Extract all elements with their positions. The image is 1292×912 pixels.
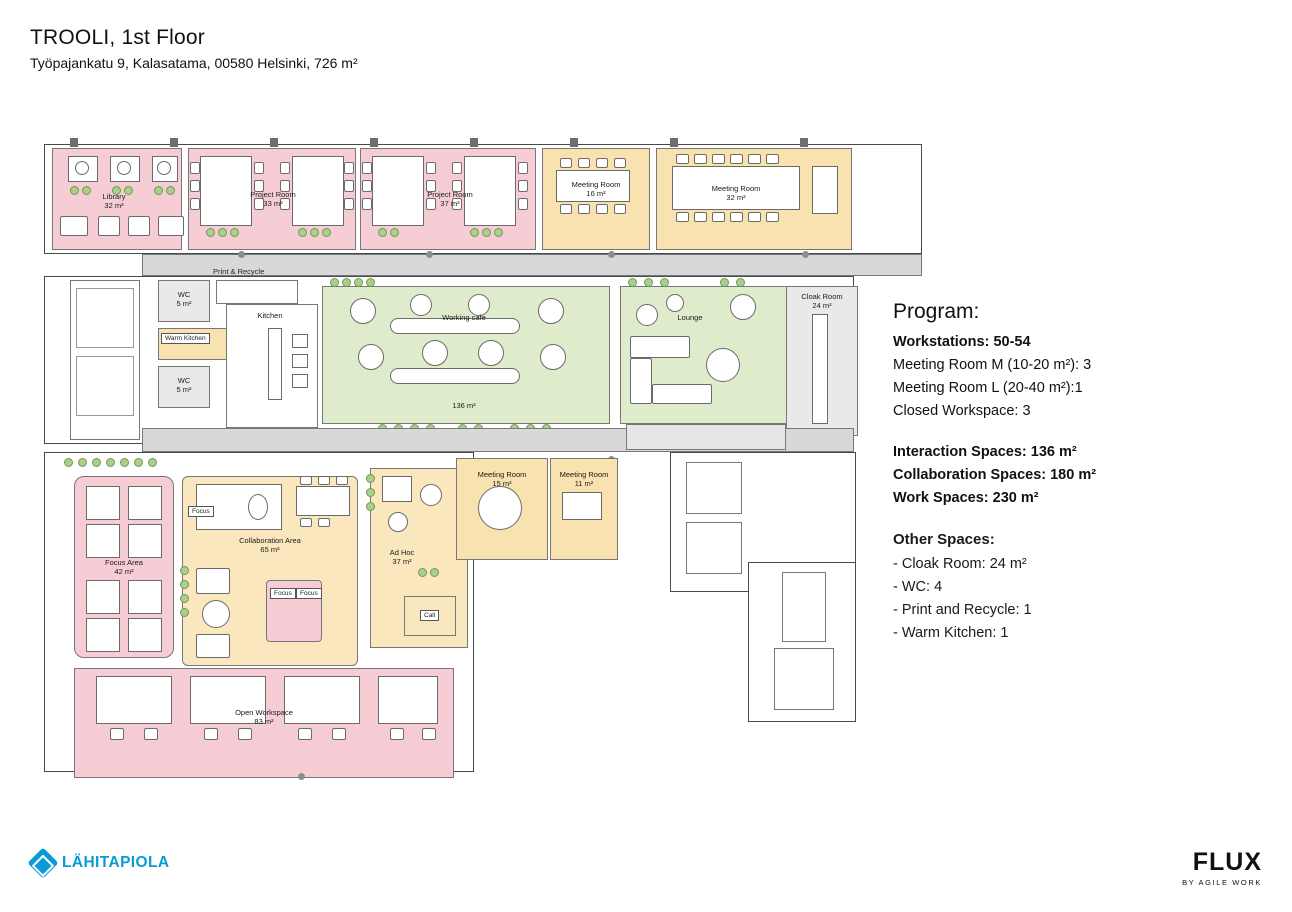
furniture-round-table [706,348,740,382]
furniture-desk [86,524,120,558]
plant-icon [418,568,427,577]
plant-icon [482,228,491,237]
plant-icon [342,278,351,287]
furniture-sofa [652,384,712,404]
program-title: Program: [893,300,980,323]
plant-icon [106,458,115,467]
plant-icon [166,186,175,195]
furniture-chair [248,494,268,520]
furniture-chair [518,198,528,210]
plant-icon [366,502,375,511]
furniture-round-table [730,294,756,320]
furniture-chair [390,728,404,740]
plant-icon [378,228,387,237]
furniture-chair [676,212,689,222]
lift-shaft [686,522,742,574]
furniture-desk [86,580,120,614]
lift-shaft [686,462,742,514]
furniture-desk-cluster [378,676,438,724]
furniture-chair [694,154,707,164]
furniture-armchair [196,568,230,594]
furniture-chair [426,162,436,174]
furniture-coat-rack [812,314,828,424]
furniture-round-table [540,344,566,370]
furniture-bench [390,368,520,384]
furniture-chair [318,518,330,527]
furniture-chair [332,728,346,740]
furniture-desk [382,476,412,502]
room-label-meeting-32: Meeting Room 32 m² [711,184,761,202]
furniture-round-table [350,298,376,324]
furniture-chair [362,180,372,192]
furniture-chair [766,154,779,164]
room-label-kitchen: Kitchen [257,311,283,320]
client-logo [32,852,169,874]
plant-icon [354,278,363,287]
furniture-chair [117,161,131,175]
client-logo-text: LÄHITAPIOLA [62,854,170,871]
furniture-round-table [478,486,522,530]
room-label-library: Library 32 m² [102,192,126,210]
tag-focus-1: Focus [188,506,214,517]
door-marker [802,251,809,258]
furniture-chair [748,154,761,164]
furniture-round-table [202,600,230,628]
furniture-unit [292,354,308,368]
column [370,138,378,147]
furniture-desk [86,618,120,652]
plant-icon [366,488,375,497]
furniture-round-table [422,340,448,366]
print-recycle-counter [216,280,298,304]
plant-icon [180,566,189,575]
room-label-wc-1: WC 5 m² [176,290,192,308]
furniture-chair [730,212,743,222]
furniture-desk [562,492,602,520]
spacer [893,513,1263,531]
furniture-desk [296,486,350,516]
furniture-chair [420,484,442,506]
furniture-sofa [630,336,690,358]
furniture-chair [157,161,171,175]
furniture-cabinet [812,166,838,214]
room-label-meeting-11: Meeting Room 11 m² [559,470,609,488]
furniture-chair [254,162,264,174]
column [170,138,178,147]
plant-icon [628,278,637,287]
column [70,138,78,147]
door-marker [426,251,433,258]
plant-icon [494,228,503,237]
furniture-sofa [60,216,88,236]
plant-icon [78,458,87,467]
furniture-chair [578,204,590,214]
furniture-chair [388,512,408,532]
room-label-collaboration-area: Collaboration Area 65 m² [239,536,301,554]
other-item-wc: - WC: 4 [893,579,943,595]
furniture-chair [676,154,689,164]
column [270,138,278,147]
spacer [893,426,1263,444]
room-label-open-workspace: Open Workspace 83 m² [235,708,293,726]
furniture-round-table [478,340,504,366]
furniture-chair [748,212,761,222]
plant-icon [180,608,189,617]
furniture-chair [712,212,725,222]
other-item-warm-kitchen: - Warm Kitchen: 1 [893,625,1009,641]
other-item-print-recycle: - Print and Recycle: 1 [893,602,1032,618]
furniture-chair [238,728,252,740]
plant-icon [134,458,143,467]
door-marker [238,251,245,258]
plant-icon [218,228,227,237]
plant-icon [390,228,399,237]
floorplan-drawing [30,128,870,808]
furniture-desk [128,486,162,520]
furniture-round-table [636,304,658,326]
program-metric-work: Work Spaces: 230 m² [893,490,1039,506]
furniture-counter [268,328,282,400]
brand-logo [1182,848,1262,887]
furniture-sofa [158,216,184,236]
tag-call: Call [420,610,439,621]
furniture-round-table [410,294,432,316]
furniture-chair [452,162,462,174]
furniture-chair [190,162,200,174]
program-item-meeting-l: Meeting Room L (20-40 m²):1 [893,380,1083,396]
furniture-desk [128,618,162,652]
corridor-east-link [626,424,786,450]
room-label-working-cafe: Working cafe [442,313,486,322]
furniture-desk [86,486,120,520]
furniture-sofa [630,358,652,404]
brand-logo-sub: BY AGILE WORK [1182,878,1262,887]
furniture-desk [128,580,162,614]
room-label-project-room-2: Project Room 37 m² [427,190,473,208]
furniture-chair [190,180,200,192]
stair-flight [774,648,834,710]
plant-icon [148,458,157,467]
furniture-chair [318,476,330,485]
furniture-unit [292,374,308,388]
plant-icon [206,228,215,237]
room-label-cloak-room: Cloak Room 24 m² [801,292,843,310]
furniture-round-table [358,344,384,370]
furniture-chair [614,204,626,214]
furniture-chair [766,212,779,222]
stair-flight [782,572,826,642]
column [800,138,808,147]
furniture-chair [596,158,608,168]
plant-icon [230,228,239,237]
program-item-workstations: Workstations: 50-54 [893,334,1031,350]
room-label-meeting-16: Meeting Room 16 m² [571,180,621,198]
program-metric-collaboration: Collaboration Spaces: 180 m² [893,467,1097,483]
room-label-meeting-15: Meeting Room 15 m² [477,470,527,488]
plant-icon [366,474,375,483]
stair-flight [76,288,134,348]
furniture-desk-cluster [96,676,172,724]
furniture-chair [694,212,707,222]
furniture-chair [362,198,372,210]
plant-icon [64,458,73,467]
furniture-stool [666,294,684,312]
furniture-chair [280,162,290,174]
furniture-armchair [196,634,230,658]
plant-icon [298,228,307,237]
page-header [30,26,358,71]
stair-flight [76,356,134,416]
furniture-chair [300,476,312,485]
column [670,138,678,147]
furniture-chair [344,162,354,174]
plant-icon [120,458,129,467]
plant-icon [180,594,189,603]
furniture-sofa [98,216,120,236]
plant-icon [322,228,331,237]
plant-icon [430,568,439,577]
plant-icon [644,278,653,287]
furniture-chair [422,728,436,740]
plant-icon [330,278,339,287]
room-label-wc-2: WC 5 m² [176,376,192,394]
plant-icon [720,278,729,287]
room-label-focus-area: Focus Area 42 m² [105,558,143,576]
furniture-chair [560,158,572,168]
furniture-round-table [538,298,564,324]
plant-icon [180,580,189,589]
program-panel [893,300,1263,648]
furniture-chair [144,728,158,740]
furniture-chair [344,180,354,192]
door-marker [298,773,305,780]
furniture-chair [362,162,372,174]
room-label-project-room-1: Project Room 33 m² [250,190,296,208]
door-marker [608,251,615,258]
plant-icon [154,186,163,195]
furniture-chair [336,476,348,485]
furniture-chair [190,198,200,210]
furniture-chair [300,518,312,527]
furniture-sofa [128,216,150,236]
column [570,138,578,147]
lahitapiola-mark-icon [27,847,58,878]
plant-icon [310,228,319,237]
furniture-chair [518,162,528,174]
furniture-chair [204,728,218,740]
page-title: TROOLI, 1st Floor [30,26,205,49]
furniture-chair [560,204,572,214]
room-area-working-cafe: 136 m² [452,401,476,410]
furniture-chair [518,180,528,192]
program-item-meeting-m: Meeting Room M (10-20 m²): 3 [893,357,1092,373]
tag-focus-2: Focus [270,588,296,599]
plant-icon [660,278,669,287]
tag-warm-kitchen: Warm Kitchen [161,333,210,344]
plant-icon [470,228,479,237]
furniture-chair [344,198,354,210]
page-subtitle: Työpajankatu 9, Kalasatama, 00580 Helsinki, 726 m² [30,55,358,71]
furniture-chair [75,161,89,175]
tag-print-recycle: Print & Recycle [213,267,265,276]
room-label-lounge: Lounge [677,313,703,322]
furniture-chair [730,154,743,164]
furniture-chair [578,158,590,168]
room-label-ad-hoc: Ad Hoc 37 m² [389,548,415,566]
column [470,138,478,147]
furniture-chair [596,204,608,214]
furniture-chair [614,158,626,168]
furniture-desk [128,524,162,558]
plant-icon [736,278,745,287]
plant-icon [366,278,375,287]
tag-focus-3: Focus [296,588,322,599]
plant-icon [70,186,79,195]
furniture-chair [712,154,725,164]
other-item-cloak-room: - Cloak Room: 24 m² [893,556,1027,572]
program-metric-interaction: Interaction Spaces: 136 m² [893,444,1077,460]
brand-logo-text: FLUX [1192,848,1262,876]
furniture-chair [110,728,124,740]
furniture-unit [292,334,308,348]
furniture-chair [298,728,312,740]
program-item-closed-workspace: Closed Workspace: 3 [893,403,1031,419]
plant-icon [92,458,101,467]
other-spaces-title: Other Spaces: [893,531,995,548]
